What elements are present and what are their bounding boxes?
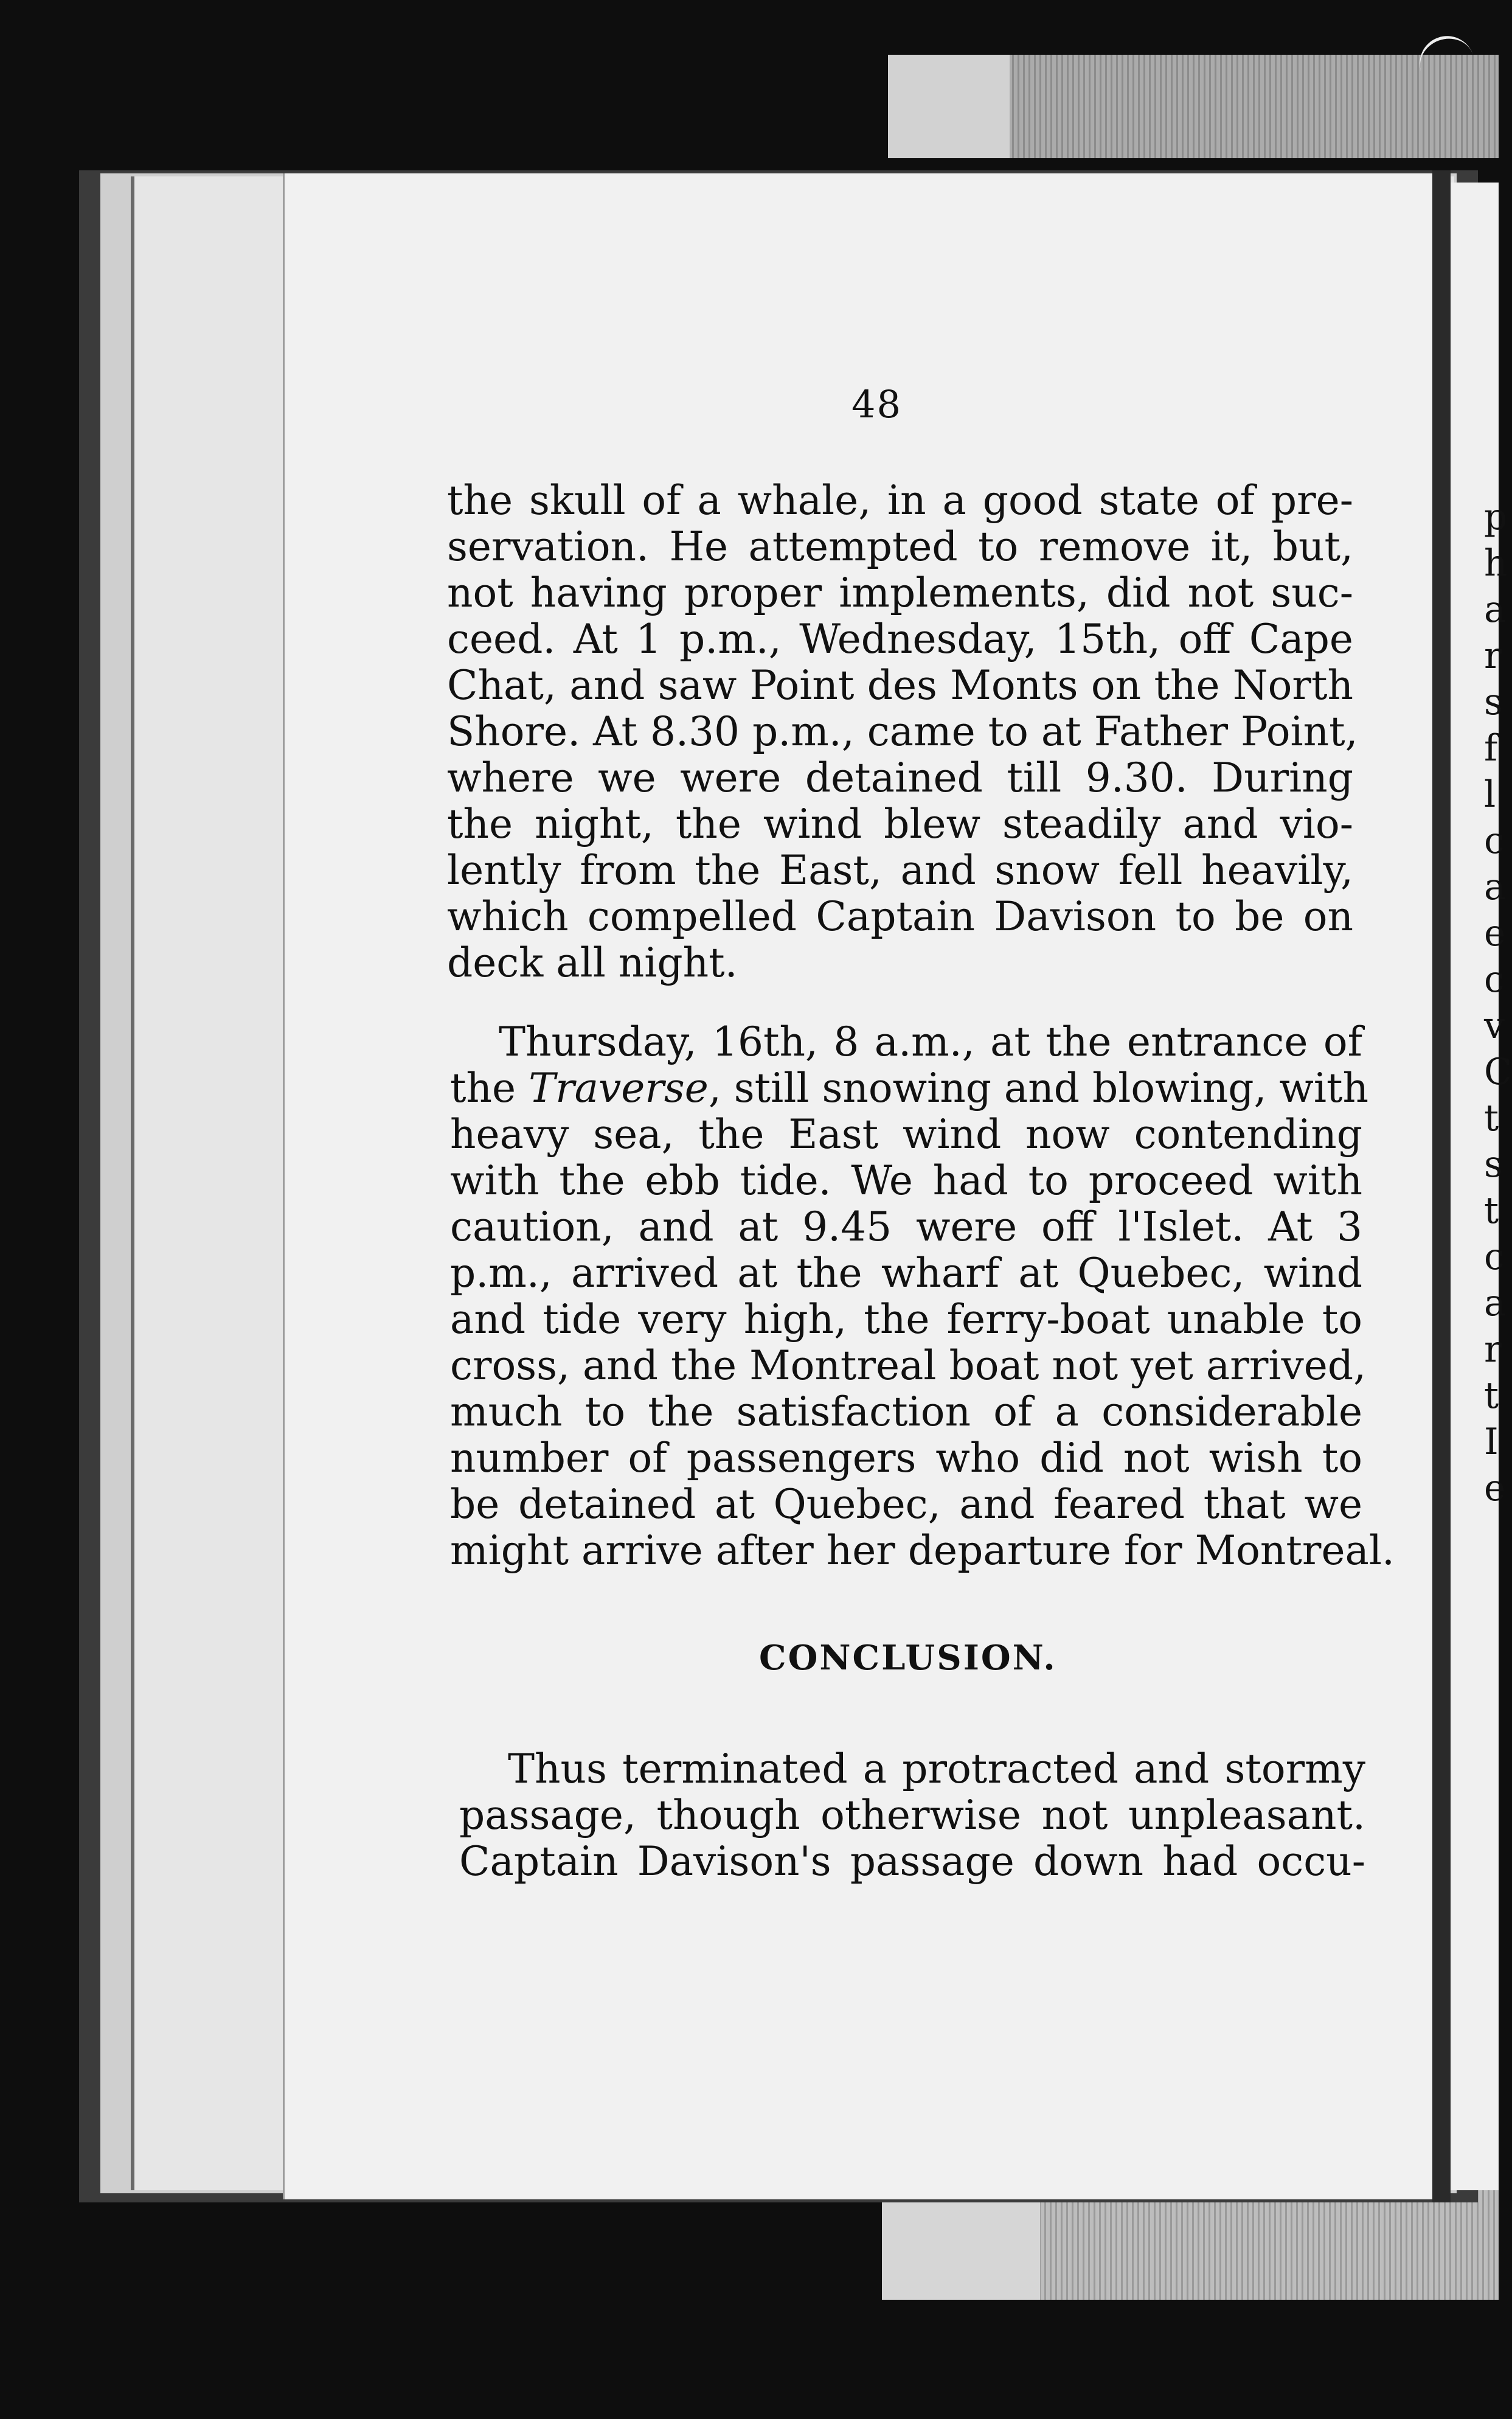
paragraph-thursday xyxy=(450,1018,1395,1574)
cloth-background-bottom-light xyxy=(882,2190,1040,2300)
text-line: Captain Davison's passage down had occu- xyxy=(459,1838,1365,1885)
paragraph-whale-skull xyxy=(447,477,1358,986)
next-page-letter: t xyxy=(1484,1189,1499,1232)
cloth-background-top-light xyxy=(888,55,1010,158)
text-line: passage, though otherwise not unpleasant. xyxy=(459,1792,1365,1839)
text-line: the night, the wind blew steadily and vio- xyxy=(447,801,1353,848)
book-gutter xyxy=(1432,170,1451,2202)
next-page-letter: C xyxy=(1484,1051,1512,1093)
next-page-letter: c xyxy=(1484,958,1505,1001)
next-page-letter: t xyxy=(1484,1374,1499,1417)
page-number: 48 xyxy=(851,382,902,426)
next-page-letter: a xyxy=(1484,866,1506,908)
text-line: Chat, and saw Point des Monts on the North xyxy=(447,662,1353,709)
text-line: number of passengers who did not wish to xyxy=(450,1435,1362,1481)
next-page-letter: r xyxy=(1484,1328,1502,1371)
next-page-letter: s xyxy=(1484,1143,1503,1186)
italic-word: Traverse xyxy=(529,1065,709,1112)
next-page-letter: a xyxy=(1484,588,1506,631)
next-page-letter: a xyxy=(1484,1282,1506,1324)
paragraph-conclusion xyxy=(459,1746,1365,1885)
text-line-last: deck all night. xyxy=(447,939,738,986)
section-heading-conclusion: CONCLUSION. xyxy=(759,1638,1057,1678)
text-line: caution, and at 9.45 were off l'Islet. At 3 xyxy=(450,1203,1362,1250)
next-page-letter: l xyxy=(1484,773,1496,816)
text-line: servation. He attempted to remove it, but, xyxy=(447,523,1353,570)
next-page-letter: p xyxy=(1484,496,1508,538)
next-page-letter: t xyxy=(1484,1097,1499,1140)
text-line: lently from the East, and snow fell heavily, xyxy=(447,847,1353,894)
next-page-letter: e xyxy=(1484,912,1506,955)
text-line: might arrive after her departure for Montreal. xyxy=(450,1527,1395,1574)
text-line: which compelled Captain Davison to be on xyxy=(447,893,1353,940)
next-page-letter: c xyxy=(1484,1236,1505,1278)
text-line: Thursday, 16th, 8 a.m., at the entrance of xyxy=(499,1018,1362,1065)
text-line: the Traverse, still snowing and blowing, with xyxy=(450,1065,1369,1112)
text-line: be detained at Quebec, and feared that we xyxy=(450,1481,1362,1528)
text-line: not having proper implements, did not suc- xyxy=(447,569,1353,616)
next-page-letter: v xyxy=(1484,1004,1505,1047)
text-line: Shore. At 8.30 p.m., came to at Father Point, xyxy=(447,708,1358,755)
text-line: heavy sea, the East wind now contending xyxy=(450,1111,1362,1158)
text-line: and tide very high, the ferry-boat unable to xyxy=(450,1296,1362,1343)
text-line: much to the satisfaction of a considerable xyxy=(450,1388,1362,1435)
next-page-letter: s xyxy=(1484,681,1503,723)
next-page-letter: I xyxy=(1484,1421,1499,1463)
text-line: with the ebb tide. We had to proceed with xyxy=(450,1157,1362,1204)
text-line: ceed. At 1 p.m., Wednesday, 15th, off Cape xyxy=(447,616,1353,663)
text-line: Thus terminated a protracted and stormy xyxy=(508,1746,1365,1792)
text-line: the skull of a whale, in a good state of pre- xyxy=(447,477,1353,524)
next-page-letter: e xyxy=(1484,1467,1506,1509)
next-page-letter: r xyxy=(1484,635,1502,677)
text-line: cross, and the Montreal boat not yet arrived, xyxy=(450,1342,1367,1389)
next-page-edge xyxy=(1451,183,1512,2190)
text-line: where we were detained till 9.30. During xyxy=(447,754,1353,801)
next-page-letter: c xyxy=(1484,820,1505,862)
next-page-letter: f xyxy=(1484,727,1498,770)
text-line: p.m., arrived at the wharf at Quebec, wind xyxy=(450,1250,1362,1297)
next-page-letter: h xyxy=(1484,542,1508,585)
